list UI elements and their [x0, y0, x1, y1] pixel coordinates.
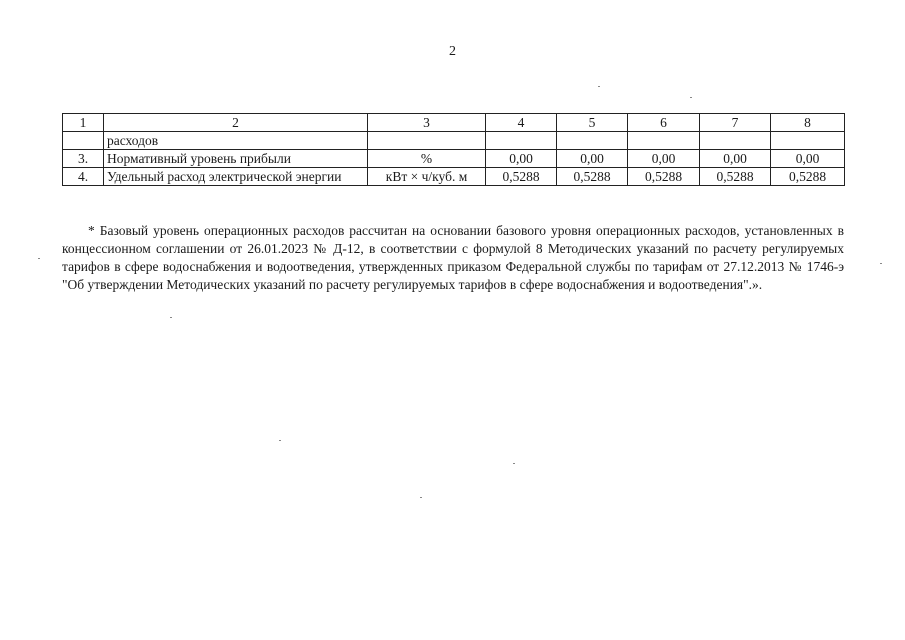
header-cell: 5	[557, 114, 628, 132]
footnote	[62, 222, 844, 294]
value-cell: 0,00	[771, 150, 845, 168]
table-header-row	[63, 114, 845, 132]
value-cell: 0,00	[628, 150, 700, 168]
header-cell: 4	[486, 114, 557, 132]
value-cell: 0,5288	[771, 168, 845, 186]
scan-speck	[880, 263, 882, 264]
value-cell: 0,5288	[557, 168, 628, 186]
value-cell	[628, 132, 700, 150]
footnote-text: * Базовый уровень операционных расходов рассчитан на основании базового уровня операционных расходов, установленных в концессионном соглашении от 26.01.2023 № Д-12, в соответствии с формулой 8 Методических указаний по расчету регулируемых тарифов в сфере водоснабжения и водоотведения, утвержденных приказом Федеральной службы по тарифам от 27.12.2013 № 1746-э "Об утверждении Методических указаний по расчету регулируемых тарифов в сфере водоснабжения и водоотведения".».	[62, 223, 844, 292]
row-name-cell: Удельный расход электрической энергии	[104, 168, 368, 186]
value-cell: 0,5288	[628, 168, 700, 186]
scan-speck	[420, 497, 422, 498]
header-cell: 7	[700, 114, 771, 132]
value-cell: 0,5288	[486, 168, 557, 186]
scan-speck	[38, 258, 40, 259]
value-cell	[771, 132, 845, 150]
scan-speck	[598, 86, 600, 87]
value-cell	[557, 132, 628, 150]
unit-cell: %	[368, 150, 486, 168]
row-name-cell: Нормативный уровень прибыли	[104, 150, 368, 168]
value-cell	[486, 132, 557, 150]
value-cell: 0,00	[486, 150, 557, 168]
unit-cell	[368, 132, 486, 150]
row-number-cell	[63, 132, 104, 150]
value-cell	[700, 132, 771, 150]
unit-cell: кВт × ч/куб. м	[368, 168, 486, 186]
scan-speck	[279, 440, 281, 441]
scan-speck	[690, 97, 692, 98]
tariff-table	[62, 113, 845, 186]
header-cell: 2	[104, 114, 368, 132]
row-name-cell: расходов	[104, 132, 368, 150]
value-cell: 0,00	[700, 150, 771, 168]
value-cell: 0,00	[557, 150, 628, 168]
header-cell: 8	[771, 114, 845, 132]
header-cell: 6	[628, 114, 700, 132]
table-row	[63, 150, 845, 168]
header-cell: 1	[63, 114, 104, 132]
value-cell: 0,5288	[700, 168, 771, 186]
row-number-cell: 4.	[63, 168, 104, 186]
page-number: 2	[449, 44, 456, 59]
table-row	[63, 132, 845, 150]
table-row	[63, 168, 845, 186]
scan-speck	[513, 463, 515, 464]
row-number-cell: 3.	[63, 150, 104, 168]
header-cell: 3	[368, 114, 486, 132]
scan-speck	[170, 317, 172, 318]
